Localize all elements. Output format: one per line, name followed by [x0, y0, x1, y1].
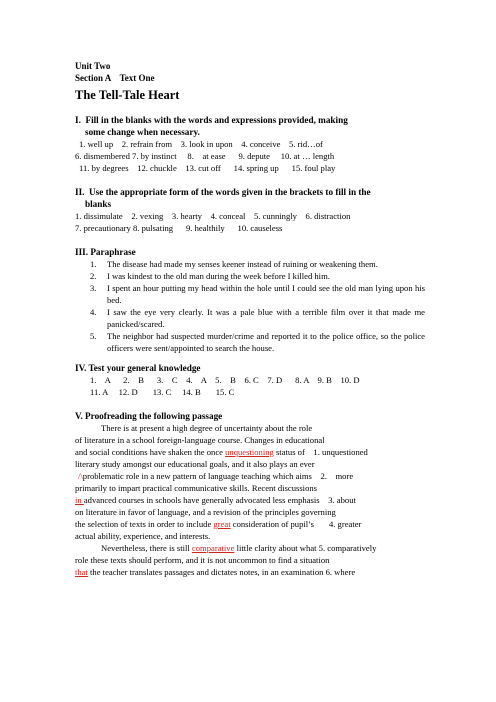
error-mark: in [75, 495, 84, 505]
error-mark: unquestioning [225, 447, 274, 457]
passage-line: and social conditions have shaken the once unquestioning status of 1. unquestioned [75, 447, 368, 457]
part4-answer-row: 1. A 2. B 3. C 4. A 5. B 6. C 7. D 8. A 9. B 10. D [90, 375, 360, 385]
passage-line: There is at present a high degree of uncertainty about the role [101, 423, 313, 433]
part2-answer-row: 1. dissimulate 2. vexing 3. hearty 4. conceal 5. cunningly 6. distraction [75, 211, 351, 221]
passage-line: that the teacher translates passages and dictates notes, in an examination 6. where [75, 567, 356, 577]
part3-heading: III. Paraphrase [75, 247, 136, 257]
passage-line: /\problematic role in a new pattern of language teaching which aims 2. more [75, 470, 425, 482]
passage-line: role these texts should perform, and it is not uncommon to find a situation [75, 555, 330, 565]
part2-heading [75, 186, 425, 210]
insertion-caret-icon: /\ [78, 471, 83, 481]
passage-line: Nevertheless, there is still comparative little clarity about what 5. comparatively [101, 543, 377, 553]
part1-answer-row: 6. dismembered 7. by instinct 8. at ease 9. depute 10. at … length [75, 151, 335, 161]
part1-heading-line2: some change when necessary. [85, 127, 200, 137]
passage-line: on literature in favor of language, and a revision of the principles governing [75, 507, 336, 517]
paraphrase-list [75, 258, 425, 354]
unit-heading: Unit Two [75, 61, 111, 71]
section-heading: Section A Text One [75, 73, 155, 83]
list-item: 3. I spent an hour putting my head within the hole until I could see the old man lying upon his bed. [90, 283, 425, 305]
part4-heading: IV. Test your general knowledge [75, 363, 201, 373]
passage-line: primarily to impart practical communicative skills. Recent discussions [75, 483, 318, 493]
document-page [75, 60, 425, 578]
passage-line: the selection of texts in order to include great consideration of pupil’s 4. greater [75, 519, 362, 529]
passage-line: of literature in a school foreign-language course. Changes in educational [75, 435, 325, 445]
part1-heading [75, 114, 425, 138]
passage-line: actual ability, experience, and interests. [75, 531, 211, 541]
part2-answer-row: 7. precautionary 8. pulsating 9. healthily 10. causeless [75, 223, 283, 233]
page-title: The Tell-Tale Heart [75, 88, 180, 102]
list-item: 1. The disease had made my senses keener instead of ruining or weakening them. [90, 259, 378, 269]
part1-answer-row: 1. well up 2. refrain from 3. look in upon 4. conceive 5. rid…of [79, 139, 323, 149]
error-mark: comparative [191, 543, 235, 553]
error-mark: that [75, 567, 88, 577]
list-item: 4. I saw the eye very clearly. It was a pale blue with a terrible film over it that made me panicked/scared. [90, 307, 425, 329]
passage-line: literary study amongst our educational goals, and it also plays an ever [75, 459, 315, 469]
part1-heading-line1: I. Fill in the blanks with the words and expressions provided, making [75, 115, 348, 125]
part2-heading-line2: blanks [85, 199, 112, 209]
list-item: 2. I was kindest to the old man during the week before I killed him. [90, 271, 330, 281]
part1-answer-row: 11. by degrees 12. chuckle 13. cut off 14. spring up 15. foul play [79, 163, 336, 173]
error-mark: great [213, 519, 231, 529]
part4-answer-row: 11. A 12. D 13. C 14. B 15. C [90, 387, 235, 397]
part5-heading: V. Proofreading the following passage [75, 411, 223, 421]
part2-heading-line1: II. Use the appropriate form of the words given in the brackets to fill in the [75, 187, 371, 197]
list-item: 5. The neighbor had suspected murder/crime and reported it to the police office, so the police officers were sent/appointed to search the house. [90, 331, 425, 353]
passage-line: in advanced courses in schools have generally advocated less emphasis 3. about [75, 495, 356, 505]
